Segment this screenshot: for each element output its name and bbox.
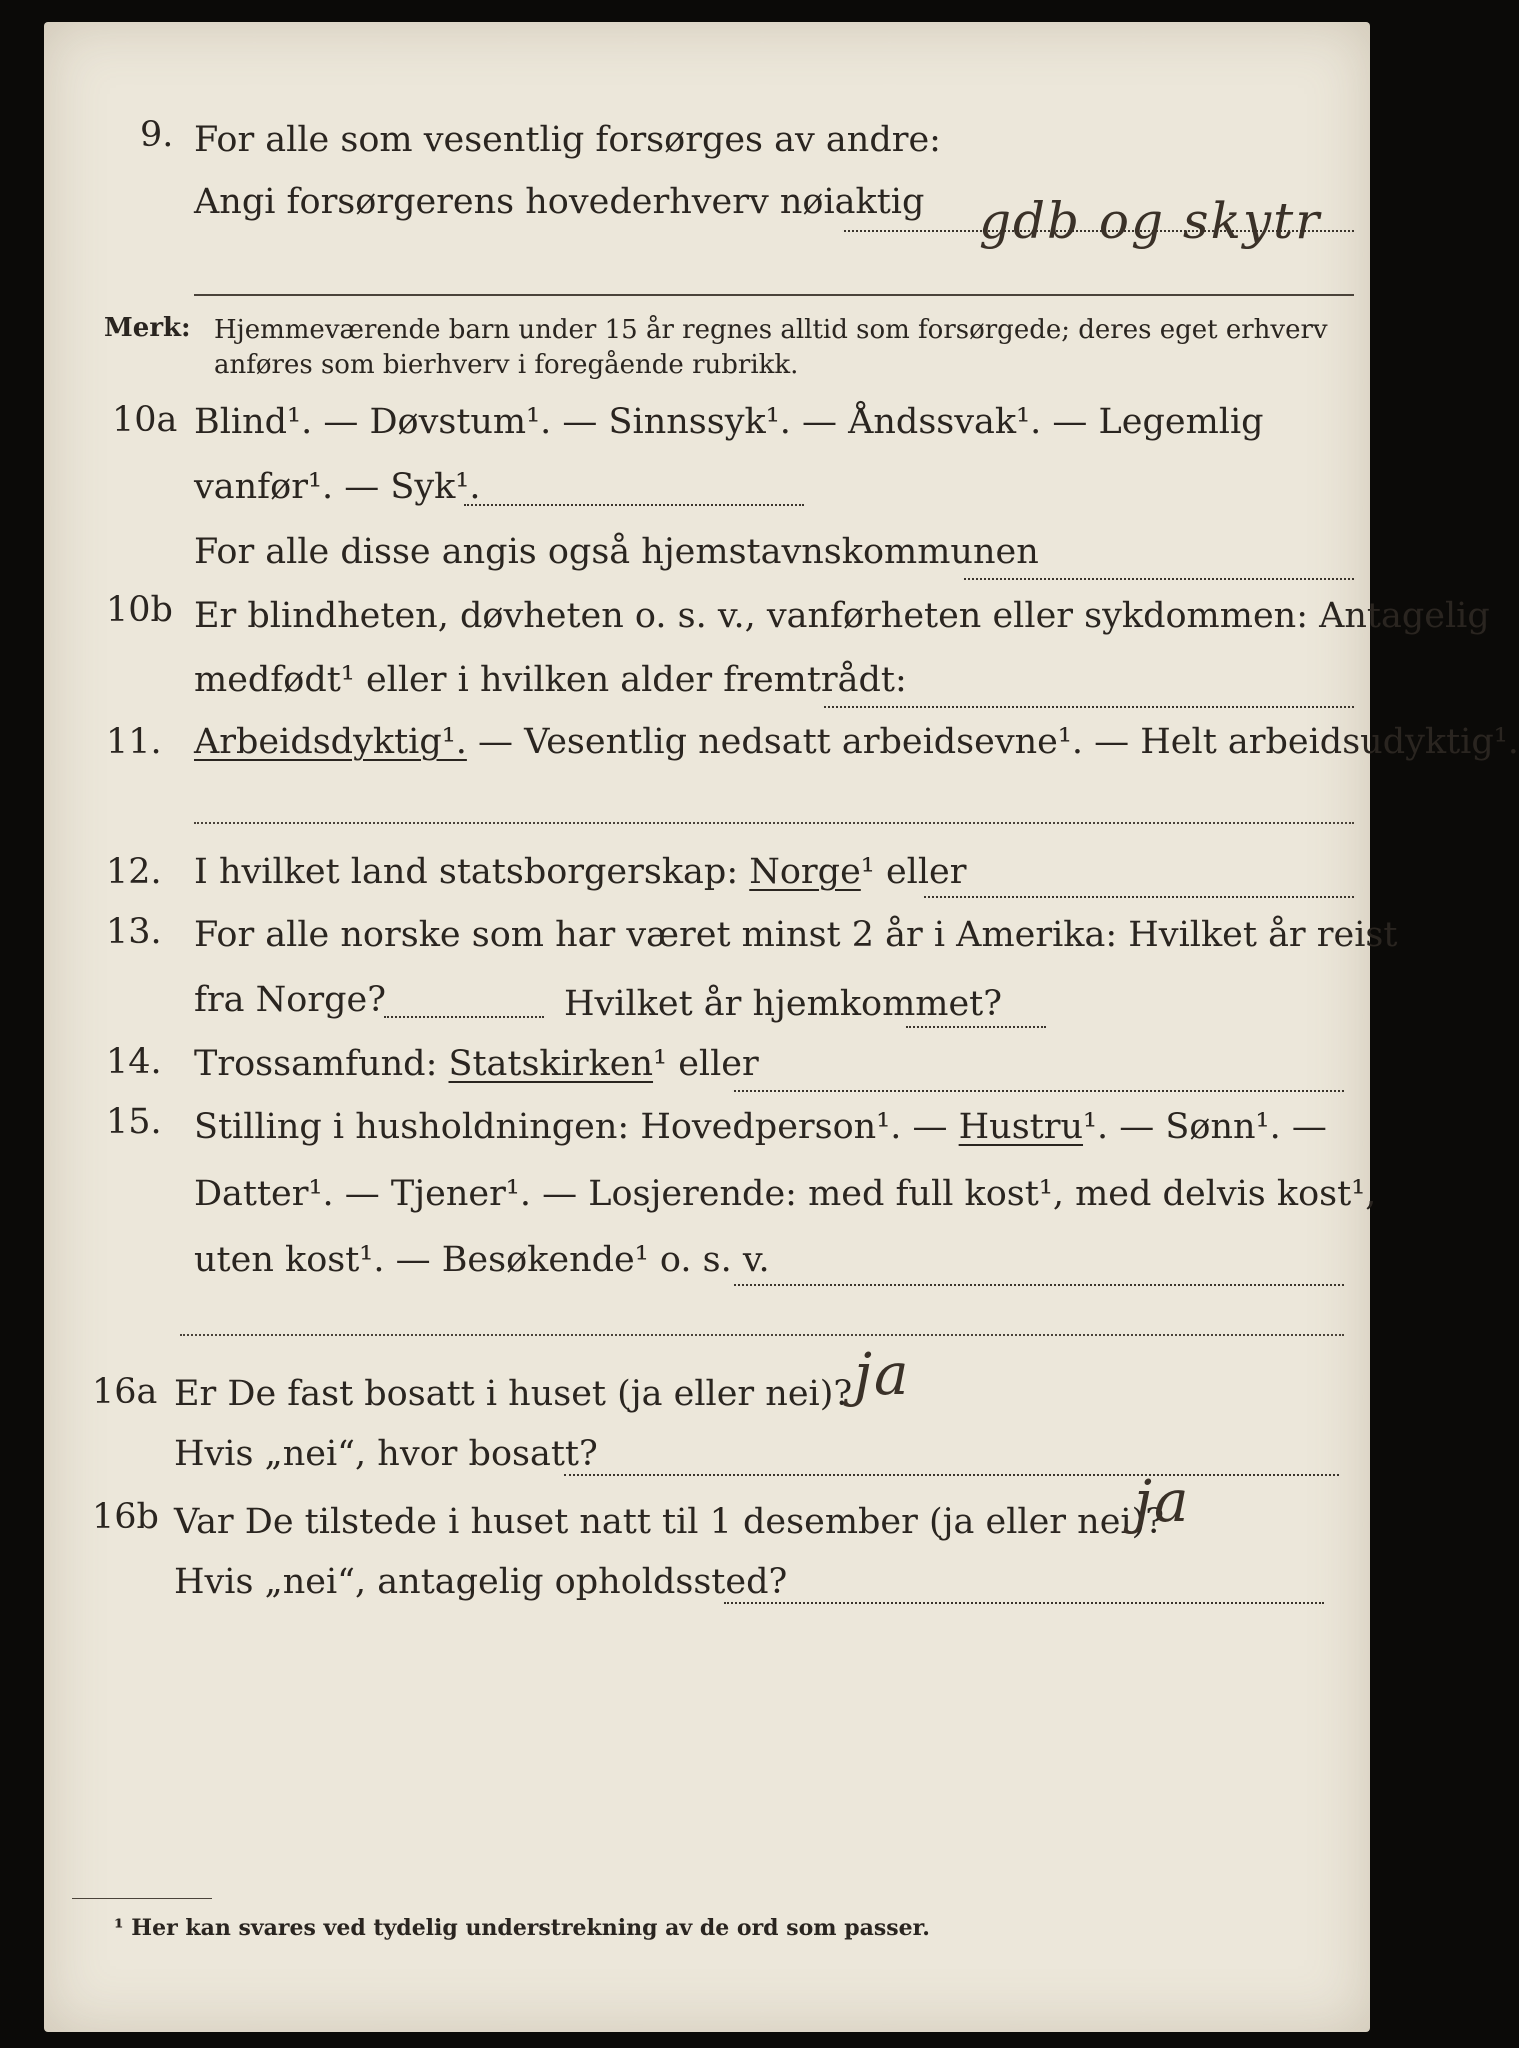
- q16a-line2: Hvis „nei“, hvor bosatt?: [174, 1434, 598, 1474]
- q14-line: [194, 1044, 759, 1084]
- q15-number: 15.: [106, 1102, 162, 1142]
- q16a-answer: ja: [854, 1340, 911, 1408]
- q15-line1a: Stilling i husholdningen: Hovedperson¹. —: [194, 1107, 959, 1147]
- q12-post: ¹ eller: [860, 852, 967, 892]
- q16b-answer: ja: [1134, 1467, 1191, 1535]
- q15-extra-line: [180, 1334, 1344, 1336]
- q15-line1: [194, 1107, 1327, 1147]
- q9-number: 9.: [140, 115, 174, 155]
- q16b-line2-fill: [724, 1602, 1324, 1604]
- q10b-number: 10b: [106, 590, 173, 630]
- census-form-page: [44, 22, 1519, 2032]
- q16a-number: 16a: [92, 1372, 158, 1412]
- q10b-line2: medfødt¹ eller i hvilken alder fremtrådt:: [194, 660, 907, 700]
- q13-fill-a: [384, 1016, 544, 1018]
- q14-pre: Trossamfund:: [194, 1044, 449, 1084]
- footnote-rule: [72, 1898, 212, 1899]
- q10a-line2: vanfør¹. — Syk¹.: [194, 467, 481, 507]
- merk-label: Merk:: [104, 313, 191, 343]
- q10a-line2-fill: [464, 504, 804, 506]
- merk-line2: anføres som bierhverv i foregående rubrikk.: [214, 350, 799, 380]
- q14-option-statskirken[interactable]: Statskirken: [448, 1044, 654, 1084]
- q10a-number: 10a: [112, 400, 178, 440]
- q11-number: 11.: [106, 722, 162, 762]
- q10b-line1: Er blindheten, døvheten o. s. v., vanførheten eller sykdommen: Antagelig: [194, 596, 1490, 636]
- q15-line3-fill: [734, 1284, 1344, 1286]
- q9-line2: Angi forsørgerens hovederhverv nøiaktig: [194, 182, 925, 222]
- q12-line: [194, 852, 966, 892]
- q14-post: ¹ eller: [653, 1044, 759, 1084]
- q13-fill-b: [906, 1026, 1046, 1028]
- q13-line2a: fra Norge?: [194, 980, 386, 1020]
- q16b-line2: Hvis „nei“, antagelig opholdssted?: [174, 1562, 788, 1602]
- footnote: ¹ Her kan svares ved tydelig understrekning av de ord som passer.: [114, 1915, 930, 1941]
- q12-number: 12.: [106, 852, 162, 892]
- q13-line1: For alle norske som har været minst 2 år i Amerika: Hvilket år reist: [194, 915, 1398, 955]
- q10a-line3: For alle disse angis også hjemstavnskommunen: [194, 532, 1039, 572]
- q12-fill: [924, 896, 1354, 898]
- q13-number: 13.: [106, 912, 162, 952]
- q10a-line1: Blind¹. — Døvstum¹. — Sinnssyk¹. — Åndssvak¹. — Legemlig: [194, 402, 1264, 442]
- q10a-line3-fill: [964, 578, 1354, 580]
- q14-fill: [734, 1090, 1344, 1092]
- q15-line2: Datter¹. — Tjener¹. — Losjerende: med full kost¹, med delvis kost¹,: [194, 1174, 1377, 1214]
- q12-option-norge[interactable]: Norge: [749, 852, 861, 892]
- q14-number: 14.: [106, 1042, 162, 1082]
- q15-line1b: ¹. — Sønn¹. —: [1083, 1107, 1327, 1147]
- q13-line2b: Hvilket år hjemkommet?: [564, 984, 1003, 1024]
- q15-line3: uten kost¹. — Besøkende¹ o. s. v.: [194, 1240, 770, 1280]
- q15-option-hustru[interactable]: Hustru: [958, 1107, 1084, 1147]
- q10b-line2-fill: [824, 706, 1354, 708]
- merk-line1: Hjemmeværende barn under 15 år regnes alltid som forsørgede; deres eget erhverv: [214, 315, 1328, 345]
- q9-line1: For alle som vesentlig forsørges av andre:: [194, 120, 941, 160]
- q11-line: [194, 722, 1519, 762]
- q11-option-arbeidsdyktig[interactable]: Arbeidsdyktig¹.: [194, 722, 467, 762]
- q16b-line1: Var De tilstede i huset natt til 1 desember (ja eller nei)?: [174, 1502, 1165, 1542]
- q11-rest: — Vesentlig nedsatt arbeidsevne¹. — Helt arbeidsudyktig¹.: [466, 722, 1519, 762]
- q16a-line1: Er De fast bosatt i huset (ja eller nei)?: [174, 1374, 853, 1414]
- q12-pre: I hvilket land statsborgerskap:: [194, 852, 750, 892]
- q9-extra-line: [194, 294, 1354, 296]
- q16b-number: 16b: [92, 1497, 159, 1537]
- q11-extra-line: [194, 822, 1354, 824]
- q16a-line2-fill: [564, 1474, 1339, 1476]
- q9-answer: gdb og skytr: [979, 192, 1322, 250]
